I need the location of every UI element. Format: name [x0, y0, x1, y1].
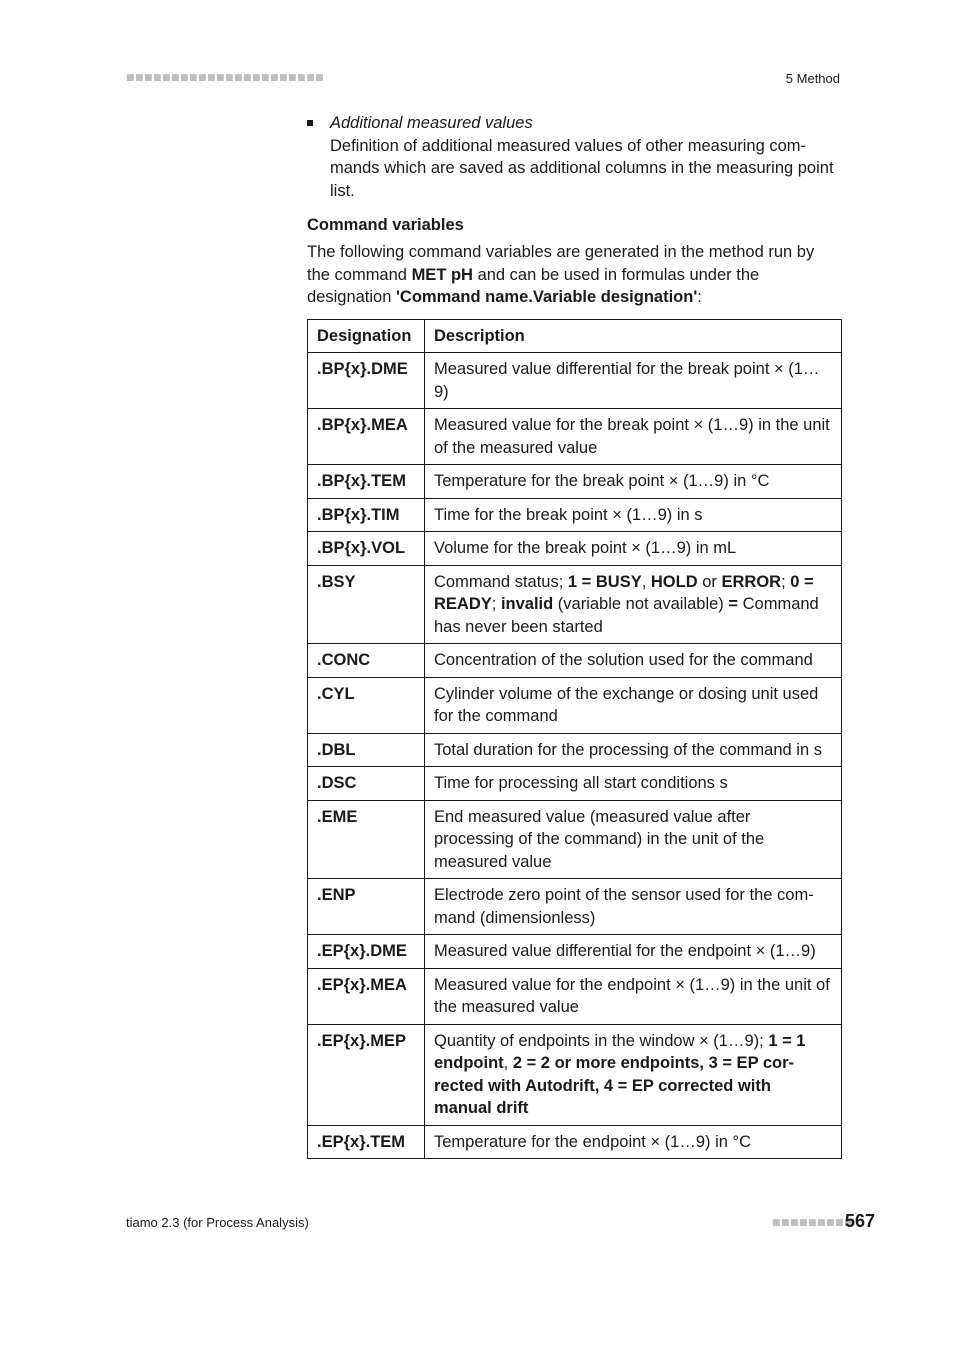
- page-number: 567: [845, 1211, 876, 1231]
- header-decoration: ■■■■■■■■■■■■■■■■■■■■■■: [126, 73, 325, 83]
- table-row: [308, 1024, 842, 1125]
- cell-designation: .EP{x}.TEM: [308, 1125, 425, 1159]
- cell-description: Total duration for the processing of the command in s: [425, 733, 842, 767]
- cell-designation: .BP{x}.TIM: [308, 498, 425, 532]
- bsy-text: Command has never been started: [434, 595, 819, 636]
- table-row: [308, 1125, 842, 1159]
- cell-description: Measured value differential for the endpoint × (1…9): [425, 935, 842, 969]
- cell-description: [425, 1024, 842, 1125]
- cell-designation: .DSC: [308, 767, 425, 801]
- cell-designation: .BSY: [308, 565, 425, 644]
- table-row: [308, 879, 842, 935]
- cell-designation: .EP{x}.MEP: [308, 1024, 425, 1125]
- header-section-title: 5 Method: [785, 71, 840, 86]
- cell-designation: .BP{x}.VOL: [308, 532, 425, 566]
- main-content: [307, 112, 841, 1159]
- cell-designation: .CONC: [308, 644, 425, 678]
- intro-designation: 'Command name.Variable designation': [396, 288, 698, 306]
- intro-paragraph: [307, 241, 841, 309]
- mep-text: Quantity of endpoints in the window × (1…9);: [434, 1031, 769, 1050]
- table-row: [308, 935, 842, 969]
- footer-decoration: ■■■■■■■■■: [772, 1218, 854, 1228]
- mep-bold: 1 = 1 endpoint: [434, 1031, 806, 1072]
- bsy-text: Command status;: [434, 572, 568, 591]
- table-row: [308, 353, 842, 409]
- cell-description: [425, 565, 842, 644]
- mep-bold: 2 = 2 or more endpoints, 3 = EP corrected with Autodrift, 4 = EP corrected with manual drift: [434, 1054, 795, 1117]
- cell-designation: .EME: [308, 800, 425, 879]
- bsy-bold: =: [728, 595, 739, 613]
- footer-product: tiamo 2.3 (for Process Analysis): [126, 1215, 309, 1230]
- variables-table: [307, 319, 842, 1160]
- table-row: [308, 565, 842, 644]
- table-header-row: [308, 319, 842, 353]
- table-row: [308, 409, 842, 465]
- bsy-text: or: [697, 572, 722, 591]
- intro-command: MET pH: [411, 265, 473, 284]
- table-row: [308, 644, 842, 678]
- bullet-square-icon: [307, 120, 313, 126]
- mep-text: ,: [503, 1054, 513, 1072]
- bsy-text: ;: [491, 595, 501, 613]
- cell-designation: .EP{x}.DME: [308, 935, 425, 969]
- table-row: [308, 800, 842, 879]
- table-row: [308, 498, 842, 532]
- cell-designation: .BP{x}.DME: [308, 353, 425, 409]
- cell-description: Cylinder volume of the exchange or dosing unit used for the command: [425, 677, 842, 733]
- intro-text-1: The following command variables are generated in the method run by the command: [307, 243, 815, 284]
- cell-description: Temperature for the break point × (1…9) in °C: [425, 465, 842, 499]
- bsy-bold: 0 = READY: [434, 572, 814, 613]
- cell-description: Electrode zero point of the sensor used for the command (dimensionless): [425, 879, 842, 935]
- cell-designation: .ENP: [308, 879, 425, 935]
- cell-designation: .BP{x}.MEA: [308, 409, 425, 465]
- bullet-description: Definition of additional measured values of other measuring commands which are saved as additional columns in the measuring point list.: [330, 136, 834, 200]
- bsy-bold: 1 = BUSY: [567, 572, 642, 591]
- intro-text-3: :: [697, 288, 702, 306]
- cell-description: Volume for the break point × (1…9) in mL: [425, 532, 842, 566]
- bullet-title: Additional measured values: [330, 114, 533, 132]
- cell-description: Concentration of the solution used for the command: [425, 644, 842, 678]
- table-row: [308, 767, 842, 801]
- table-row: [308, 677, 842, 733]
- cell-designation: .BP{x}.TEM: [308, 465, 425, 499]
- table-row: [308, 532, 842, 566]
- table-row: [308, 968, 842, 1024]
- table-row: [308, 733, 842, 767]
- bsy-text: ;: [781, 572, 791, 591]
- cell-designation: .EP{x}.MEA: [308, 968, 425, 1024]
- bullet-item: [307, 112, 841, 202]
- cell-description: Measured value for the endpoint × (1…9) in the unit of the measured value: [425, 968, 842, 1024]
- header-description: Description: [425, 319, 842, 353]
- cell-description: Measured value for the break point × (1…9) in the unit of the measured value: [425, 409, 842, 465]
- intro-text-2: and can be used in formulas under the designation: [307, 265, 760, 306]
- cell-description: Temperature for the endpoint × (1…9) in °C: [425, 1125, 842, 1159]
- bsy-bold: invalid: [500, 595, 554, 613]
- cell-designation: .DBL: [308, 733, 425, 767]
- bsy-text: (variable not available): [553, 595, 729, 613]
- cell-designation: .CYL: [308, 677, 425, 733]
- cell-description: Measured value differential for the break point × (1…9): [425, 353, 842, 409]
- cell-description: Time for the break point × (1…9) in s: [425, 498, 842, 532]
- bsy-text: ,: [641, 572, 651, 591]
- bsy-bold: HOLD: [650, 572, 698, 591]
- cell-description: Time for processing all start conditions s: [425, 767, 842, 801]
- bsy-bold: ERROR: [721, 572, 782, 591]
- section-heading: Command variables: [307, 216, 464, 234]
- header-designation: Designation: [308, 319, 425, 353]
- table-row: [308, 465, 842, 499]
- cell-description: End measured value (measured value after processing of the command) in the unit of the measured value: [425, 800, 842, 879]
